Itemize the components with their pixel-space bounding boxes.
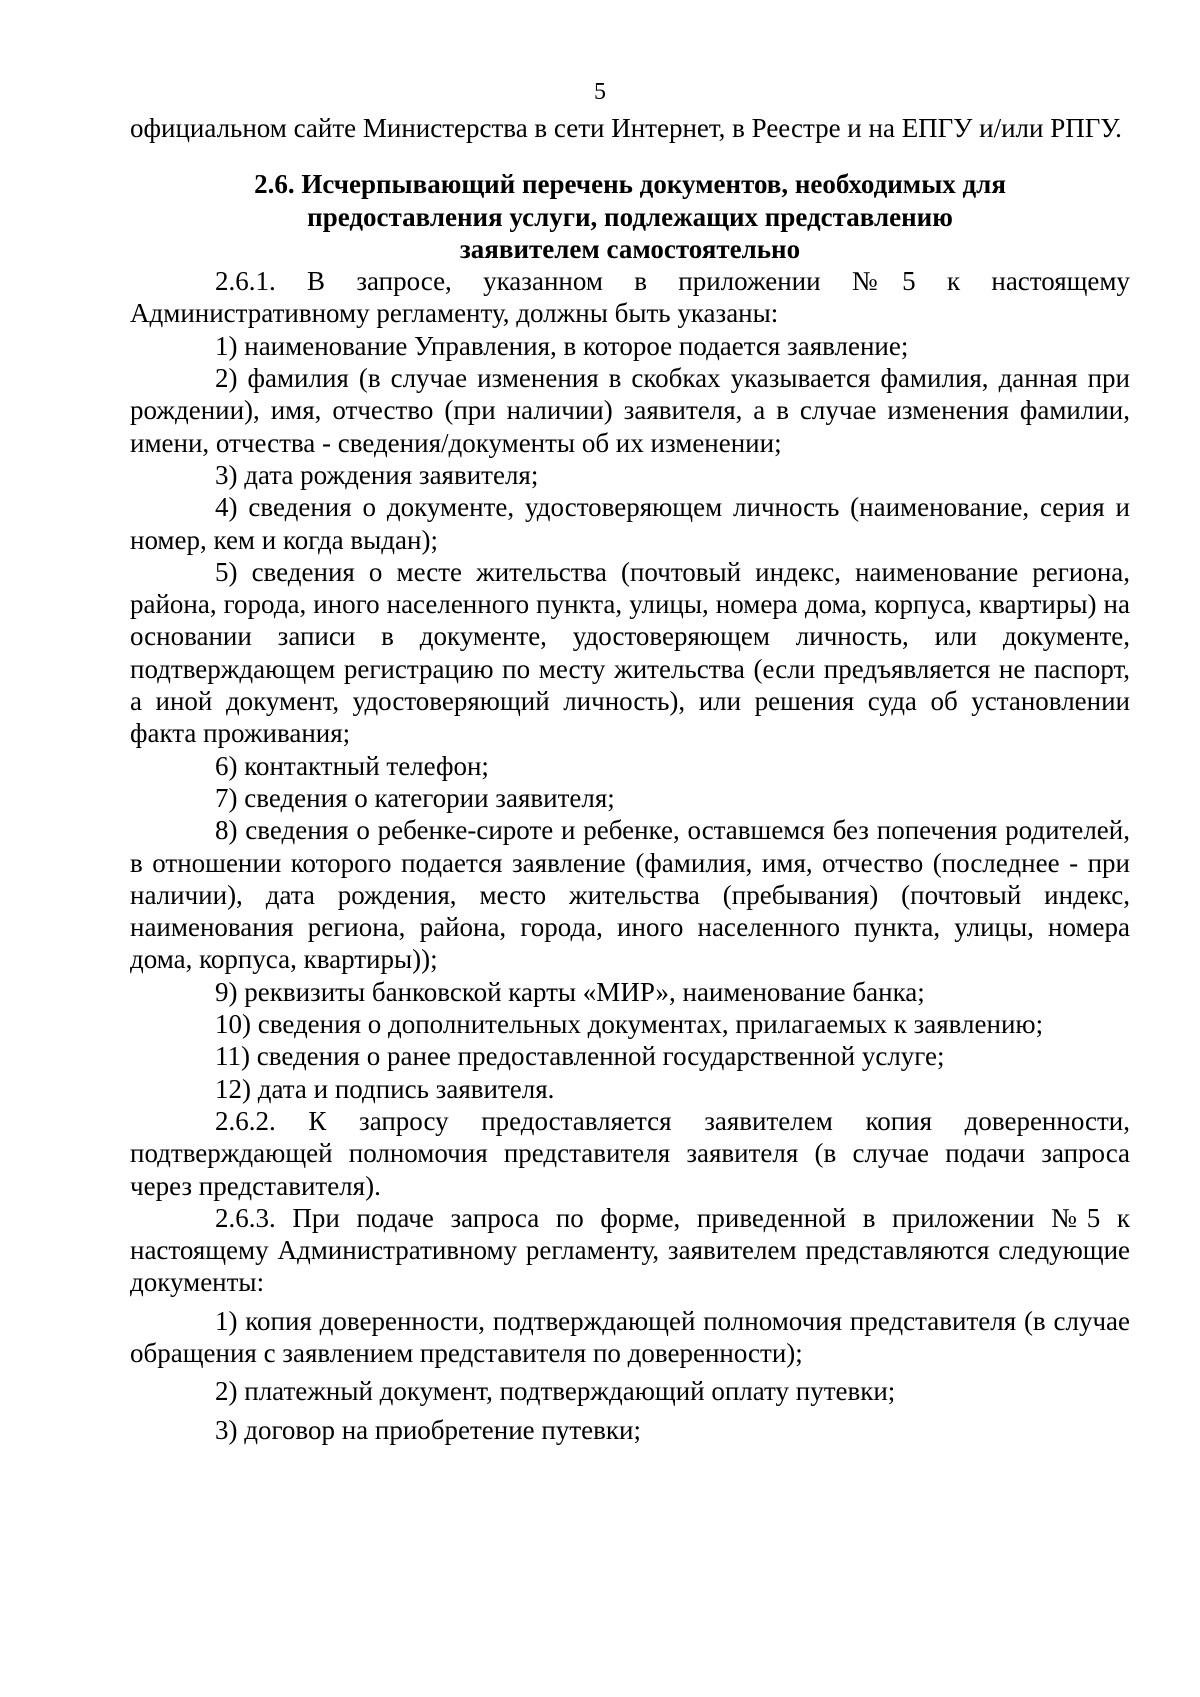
list-item: 2) платежный документ, подтверждающий оплату путевки;	[215, 1376, 896, 1407]
list-item: 12) дата и подпись заявителя.	[215, 1073, 555, 1104]
list-item: 1) наименование Управления, в которое подается заявление;	[215, 330, 909, 361]
section-heading-line-2: предоставления услуги, подлежащих представлению	[307, 201, 953, 232]
list-item: 3) дата рождения заявителя;	[215, 459, 539, 490]
list-item: 11) сведения о ранее предоставленной государственной услуге;	[215, 1041, 945, 1072]
paragraph-2-6-3: 2.6.3. При подаче запроса по форме, приведенной в приложении №5 к настоящему Административному регламенту, заявителем представляются следующие документы:	[130, 1202, 1130, 1298]
list-item: 9) реквизиты банковской карты «МИР», наименование банка;	[215, 976, 925, 1007]
section-heading	[130, 168, 1130, 265]
section-heading-line-1: 2.6. Исчерпывающий перечень документов, необходимых для	[254, 169, 1006, 200]
list-item: 4) сведения о документе, удостоверяющем личность (наименование, серия и номер, кем и когда выдан);	[130, 492, 1130, 555]
list-item: 3) договор на приобретение путевки;	[215, 1414, 641, 1445]
list-item: 10) сведения о дополнительных документах, прилагаемых к заявлению;	[215, 1009, 1044, 1040]
list-item: 6) контактный телефон;	[215, 750, 489, 781]
page-number: 5	[594, 79, 606, 105]
section-heading-line-3: заявителем самостоятельно	[459, 233, 801, 264]
list-item: 5) сведения о месте жительства (почтовый индекс, наименование региона, района, города, иного населенного пункта, улицы, номера дома, корпуса, квартиры) на основании записи в документе, удостоверяющем личность, или документе, подтверждающем регистрацию по месту жительства (если предъявляется не паспорт, а иной документ, удостоверяющий личность), или решения суда об установлении факта проживания;	[130, 556, 1130, 749]
list-item: 8) сведения о ребенке-сироте и ребенке, оставшемся без попечения родителей, в отношении которого подается заявление (фамилия, имя, отчество (последнее - при наличии), дата рождения, место жительства (пребывания) (почтовый индекс, наименования региона, района, города, иного населенного пункта, улицы, номера дома, корпуса, квартиры));	[130, 815, 1130, 975]
paragraph-2-6-2: 2.6.2. К запросу предоставляется заявителем копия доверенности, подтверждающей полномочия представителя заявителя (в случае подачи запроса через представителя).	[130, 1105, 1130, 1201]
list-2-6-3	[130, 1305, 1130, 1446]
list-item: 7) сведения о категории заявителя;	[215, 782, 615, 813]
document-body	[130, 112, 1130, 1446]
list-item: 2) фамилия (в случае изменения в скобках указывается фамилия, данная при рождении), имя, отчество (при наличии) заявителя, а в случае изменения фамилии, имени, отчества - сведения/документы об их изменении;	[130, 363, 1130, 458]
intro-paragraph: официальном сайте Министерства в сети Интернет, в Реестре и на ЕПГУ и/или РПГУ.	[130, 113, 1122, 143]
paragraph-2-6-1: 2.6.1. В запросе, указанном в приложении №5 к настоящему Административному регламенту, должны быть указаны:	[130, 266, 1130, 329]
list-item: 1) копия доверенности, подтверждающей полномочия представителя (в случае обращения с заявлением представителя по доверенности);	[130, 1305, 1130, 1368]
list-2-6-1	[130, 330, 1130, 1105]
